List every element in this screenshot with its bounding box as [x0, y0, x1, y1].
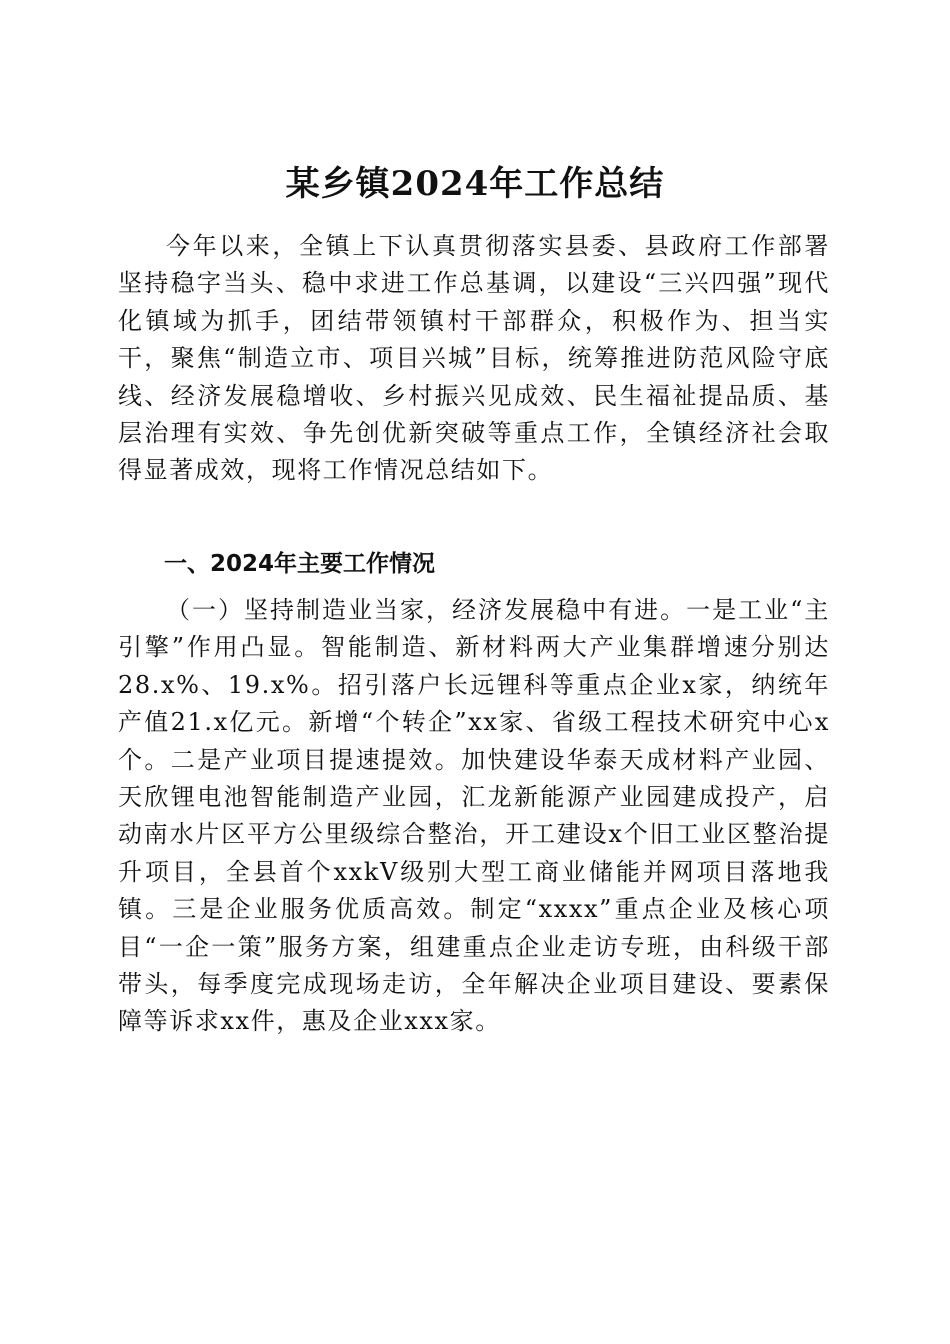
- document-title: 某乡镇2024年工作总结: [285, 163, 665, 204]
- intro-paragraph: 今年以来，全镇上下认真贯彻落实县委、县政府工作部署坚持稳字当头、稳中求进工作总基调，以建设“三兴四强”现代化镇域为抓手，团结带领镇村干部群众，积极作为、担当实干，聚焦“制造立市、项目兴城”目标，统筹推进防范风险守底线、经济发展稳增收、乡村振兴见成效、民生福祉提品质、基层治理有实效、争先创优新突破等重点工作，全镇经济社会取得显著成效，现将工作情况总结如下。: [118, 232, 830, 485]
- section-paragraph: （一）坚持制造业当家，经济发展稳中有进。一是工业“主引擎”作用凸显。智能制造、新材料两大产业集群增速分别达28.x%、19.x%。招引落户长远锂科等重点企业x家，纳统年产值21.x亿元。新增“个转企”xx家、省级工程技术研究中心x个。二是产业项目提速提效。加快建设华泰天成材料产业园、天欣锂电池智能制造产业园，汇龙新能源产业园建成投产，启动南水片区平方公里级综合整治，开工建设x个旧工业区整治提升项目，全县首个xxkV级别大型工商业储能并网项目落地我镇。三是企业服务优质高效。制定“xxxx”重点企业及核心项目“一企一策”服务方案，组建重点企业走访专班，由科级干部带头，每季度完成现场走访，全年解决企业项目建设、要素保障等诉求xx件，惠及企业xxx家。: [118, 596, 830, 1036]
- section-heading: 一、2024年主要工作情况: [164, 551, 436, 577]
